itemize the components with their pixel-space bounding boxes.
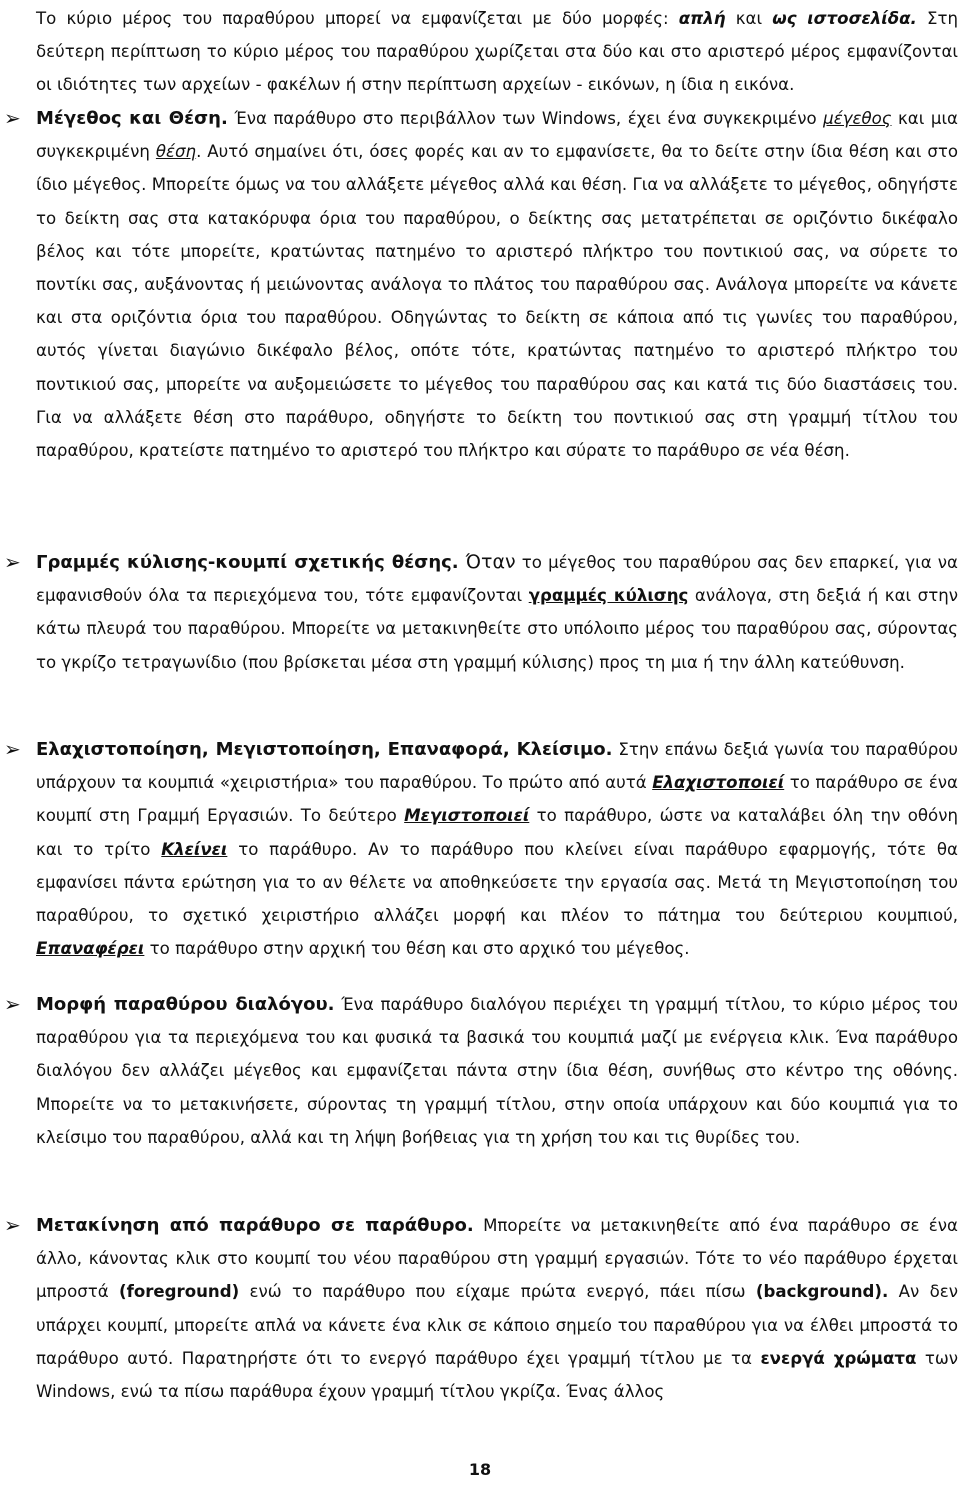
section-text: Ένα παράθυρο στο περιβάλλον των Windows, έχει ένα συγκεκριμένο	[227, 109, 824, 128]
section-scrollbars	[0, 546, 958, 679]
emphasis-maximize: Μεγιστοποιεί	[404, 806, 530, 826]
section-heading: Μορφή παραθύρου διαλόγου.	[36, 994, 335, 1015]
section-dialog-window	[0, 988, 958, 1154]
bullet-arrow-icon: ➢	[4, 106, 21, 130]
section-text: Αν δεν υπάρχει κουμπί, μπορείτε απλά να κάνετε ένα κλικ σε κάποιο σημείο του παραθύρου για να έλθει μπροστά το παράθυρο αυτό. Παρατηρήστε ότι το ενεργό παράθυρο έχει γραμμή τίτλου με τα	[36, 1282, 958, 1368]
section-text: των Windows, ενώ τα πίσω παράθυρα έχουν γραμμή τίτλου γκρίζα. Ένας άλλος	[36, 1348, 958, 1402]
section-heading: Γραμμές κύλισης-κουμπί σχετικής θέσης.	[36, 552, 459, 573]
intro-paragraph	[36, 2, 958, 102]
emphasis-close: Κλείνει	[161, 839, 228, 859]
section-text: Ένα παράθυρο διαλόγου περιέχει τη γραμμή τίτλου, το κύριο μέρος του παραθύρου για τα περιεχόμενα του και φυσικά τα βασικά του κουμπιά μαζί με ενέργεια κλικ. Ένα παράθυρο διαλόγου δεν αλλάζει μέγεθος και εμφανίζεται πάντα στην ίδια θέση, συνήθως στο κέντρο της οθόνης. Μπορείτε να το μετακινήσετε, σύροντας τη γραμμή τίτλου, στην οποία υπάρχουν και δύο κουμπιά για το κλείσιμο του παραθύρου, αλλά και τη λήψη βοήθειας για τη χρήση του και τις θυρίδες του.	[36, 995, 959, 1147]
emphasis-simple: απλή	[678, 9, 726, 28]
intro-text: και	[725, 9, 773, 28]
section-size-position	[0, 102, 958, 467]
bullet-arrow-icon: ➢	[4, 550, 21, 574]
emphasis-restore: Επαναφέρει	[36, 939, 145, 959]
section-text: Όταν	[458, 551, 516, 573]
emphasis-webpage: ως ιστοσελίδα.	[772, 9, 917, 28]
section-text: Στην επάνω δεξιά γωνία του παραθύρου υπάρχουν τα κουμπιά «χειριστήρια» του παραθύρου. Το πρώτο από αυτά	[36, 740, 958, 793]
intro-text: Το κύριο μέρος του παραθύρου μπορεί να εμφανίζεται με δύο μορφές:	[36, 9, 679, 28]
section-text: . Αυτό σημαίνει ότι, όσες φορές και αν το εμφανίσετε, θα το δείτε στην ίδια θέση και στο ίδιο μέγεθος. Μπορείτε όμως να του αλλάξετε μέγεθος αλλά και θέση. Για να αλλάξετε το μέγεθος, οδηγήστε το δείκτη σας στα κατακόρυφα όρια του παραθύρου, ο δείκτης σας μετατρέπεται σε οριζόντιο δικέφαλο βέλος και τότε μπορείτε, κρατώντας πατημένο το αριστερό πλήκτρο του ποντικιού σας, να σύρετε το ποντίκι σας, αυξάνοντας ή μειώνοντας ανάλογα το πλάτος του παραθύρου σας. Ανάλογα μπορείτε να κάνετε και στα οριζόντια όρια του παραθύρου. Οδηγώντας το δείκτη σε κάποια από τις γωνίες του παραθύρου, αυτός γίνεται διαγώνιο δικέφαλο βέλος, οπότε τότε, κρατώντας πατημένο το αριστερό πλήκτρο του ποντικιού σας, μπορείτε να αυξομειώσετε το μέγεθος του παραθύρου σας και κατά τις δύο διαστάσεις του. Για να αλλάξετε θέση στο παράθυρο, οδηγήστε το δείκτη του ποντικιού σας στη γραμμή τίτλου του παραθύρου, κρατείστε πατημένο το αριστερό του πλήκτρο και σύρατε το παράθυρο σε νέα θέση.	[36, 142, 959, 461]
section-text: και μια συγκεκριμένη	[36, 109, 958, 162]
bold-scrollbars: γραμμές κύλισης	[528, 586, 689, 606]
section-heading: Μετακίνηση από παράθυρο σε παράθυρο.	[36, 1215, 474, 1236]
bullet-arrow-icon: ➢	[4, 737, 21, 761]
bullet-arrow-icon: ➢	[4, 1213, 21, 1237]
bold-foreground: (foreground)	[119, 1282, 240, 1302]
section-switch-windows	[0, 1209, 958, 1408]
section-text: το παράθυρο στην αρχική του θέση και στο αρχικό του μέγεθος.	[144, 939, 690, 959]
section-heading: Ελαχιστοποίηση, Μεγιστοποίηση, Επαναφορά, Κλείσιμο.	[36, 739, 613, 760]
section-text: ανάλογα, στη δεξιά ή και στην κάτω πλευρά του παραθύρου. Μπορείτε να μετακινηθείτε στο υπόλοιπο μέρος του παραθύρου σας, σύροντας το γκρίζο τετραγωνίδιο (που βρίσκεται μέσα στη γραμμή κύλισης) προς τη μια ή την άλλη κατεύθυνση.	[36, 586, 958, 672]
section-text: Μπορείτε να μετακινηθείτε από ένα παράθυρο σε ένα άλλο, κάνοντας κλικ στο κουμπί του νέου παραθύρου στη γραμμή εργασιών. Τότε το νέο παράθυρο έρχεται μπροστά	[36, 1216, 958, 1302]
intro-text: Στη δεύτερη περίπτωση το κύριο μέρος του παραθύρου χωρίζεται στα δύο και στο αριστερό μέρος εμφανίζονται οι ιδιότητες των αρχείων - φακέλων ή στην περίπτωση αρχείων - εικόνων, η ίδια η εικόνα.	[36, 9, 958, 95]
section-window-controls	[0, 733, 958, 965]
section-heading: Μέγεθος και Θέση.	[36, 108, 228, 129]
bullet-arrow-icon: ➢	[4, 992, 21, 1016]
section-text: το παράθυρο σε ένα κουμπί στη Γραμμή Εργασιών. Το δεύτερο	[36, 773, 958, 826]
emphasis-size: μέγεθος	[823, 109, 892, 128]
page-number: 18	[468, 1460, 492, 1479]
bold-active-colors: ενεργά χρώματα	[760, 1348, 917, 1368]
section-text: το μέγεθος του παραθύρου σας δεν επαρκεί, για να εμφανισθούν όλα τα περιεχόμενα του, τότε εμφανίζονται	[36, 553, 958, 606]
bold-background: (background).	[755, 1282, 889, 1302]
emphasis-minimize: Ελαχιστοποιεί	[652, 773, 785, 793]
emphasis-position: θέση	[155, 142, 197, 162]
section-text: το παράθυρο, ώστε να καταλάβει όλη την οθόνη και το τρίτο	[36, 806, 958, 859]
section-text: ενώ το παράθυρο που είχαμε πρώτα ενεργό, πάει πίσω	[239, 1282, 756, 1302]
section-text: το παράθυρο. Αν το παράθυρο που κλείνει είναι παράθυρο εφαρμογής, τότε θα εμφανίσει πάντα ερώτηση για το αν θέλετε να αποθηκεύσετε την εργασία σας. Μετά τη Μεγιστοποίηση του παραθύρου, το σχετικό χειριστήριο αλλάζει μορφή και πλέον το πάτημα του δεύτεριου κουμπιού,	[36, 839, 958, 926]
